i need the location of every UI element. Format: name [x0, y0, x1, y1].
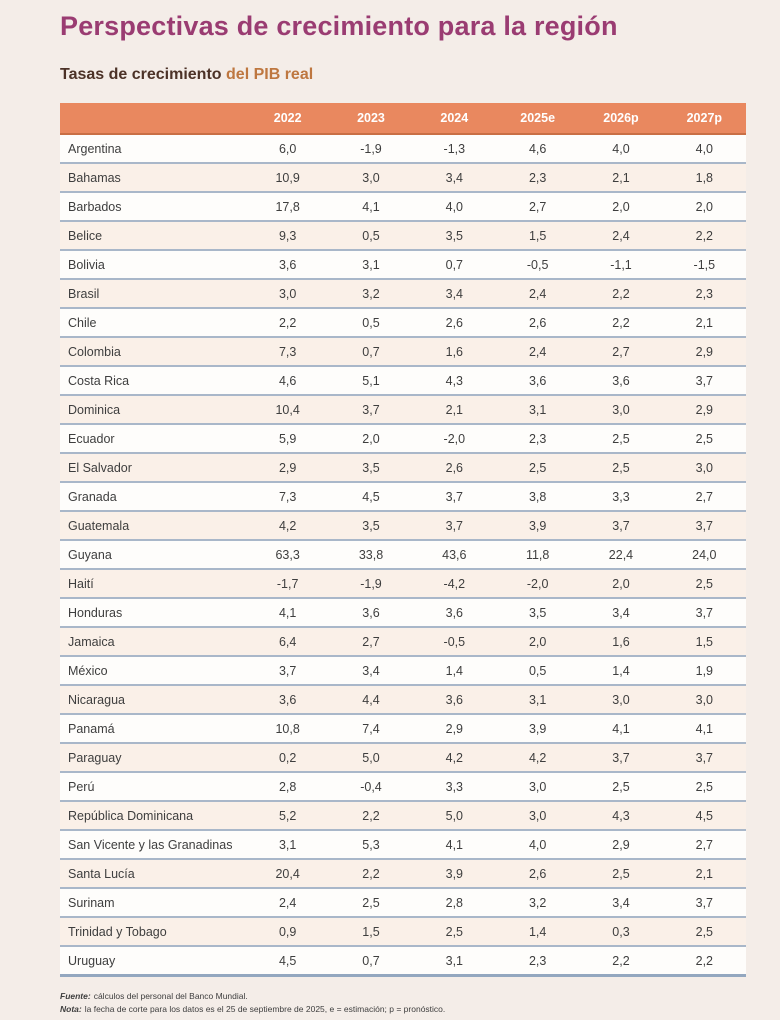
growth-value: 3,5 — [329, 453, 412, 482]
growth-value: 2,9 — [663, 337, 746, 366]
growth-value: 4,1 — [663, 714, 746, 743]
country-column-header — [60, 103, 246, 134]
growth-value: 3,0 — [496, 801, 579, 830]
growth-value: 2,6 — [496, 859, 579, 888]
table-row — [60, 743, 746, 772]
table-row — [60, 511, 746, 540]
growth-value: 11,8 — [496, 540, 579, 569]
growth-value: 2,5 — [579, 424, 662, 453]
growth-value: 3,0 — [579, 395, 662, 424]
country-name: Chile — [60, 308, 246, 337]
growth-value: 4,1 — [329, 192, 412, 221]
table-row — [60, 714, 746, 743]
table-row — [60, 192, 746, 221]
growth-value: 3,6 — [579, 366, 662, 395]
growth-value: -2,0 — [496, 569, 579, 598]
growth-value: 2,0 — [579, 192, 662, 221]
growth-value: 1,6 — [579, 627, 662, 656]
table-row — [60, 830, 746, 859]
growth-value: 2,2 — [246, 308, 329, 337]
table-title-main: Tasas de crecimiento — [60, 66, 222, 83]
growth-value: 3,9 — [413, 859, 496, 888]
country-name: Colombia — [60, 337, 246, 366]
growth-value: 2,2 — [579, 279, 662, 308]
country-name: Bahamas — [60, 163, 246, 192]
growth-value: 4,1 — [413, 830, 496, 859]
country-name: Granada — [60, 482, 246, 511]
growth-value: 3,0 — [246, 279, 329, 308]
growth-value: 2,9 — [413, 714, 496, 743]
growth-value: 3,7 — [413, 482, 496, 511]
growth-value: 2,1 — [663, 308, 746, 337]
growth-value: 3,2 — [329, 279, 412, 308]
country-name: Dominica — [60, 395, 246, 424]
growth-value: 5,1 — [329, 366, 412, 395]
growth-value: 3,8 — [496, 482, 579, 511]
growth-value: 63,3 — [246, 540, 329, 569]
country-name: Barbados — [60, 192, 246, 221]
table-row — [60, 627, 746, 656]
growth-value: 1,5 — [496, 221, 579, 250]
growth-value: 2,5 — [663, 917, 746, 946]
growth-value: 2,1 — [663, 859, 746, 888]
growth-value: -0,5 — [413, 627, 496, 656]
growth-value: 22,4 — [579, 540, 662, 569]
growth-value: 2,7 — [663, 482, 746, 511]
growth-value: 3,4 — [413, 163, 496, 192]
growth-value: 2,5 — [663, 424, 746, 453]
growth-value: 10,8 — [246, 714, 329, 743]
note-text: la fecha de corte para los datos es el 25 de septiembre de 2025, e = estimación; p = pronóstico. — [84, 1004, 446, 1014]
country-name: República Dominicana — [60, 801, 246, 830]
growth-value: 2,2 — [663, 221, 746, 250]
growth-value: 3,9 — [496, 714, 579, 743]
table-title-accent: del PIB real — [226, 66, 314, 83]
growth-value: 3,4 — [329, 656, 412, 685]
growth-value: 24,0 — [663, 540, 746, 569]
growth-value: 4,0 — [496, 830, 579, 859]
growth-value: 2,2 — [579, 946, 662, 976]
growth-value: 7,4 — [329, 714, 412, 743]
growth-value: 4,3 — [413, 366, 496, 395]
growth-value: 2,9 — [663, 395, 746, 424]
growth-value: 3,7 — [663, 511, 746, 540]
growth-value: 4,4 — [329, 685, 412, 714]
table-row — [60, 250, 746, 279]
table-row — [60, 279, 746, 308]
table-row — [60, 540, 746, 569]
growth-value: 2,7 — [496, 192, 579, 221]
growth-value: -1,7 — [246, 569, 329, 598]
growth-value: 3,4 — [579, 888, 662, 917]
growth-value: 0,7 — [413, 250, 496, 279]
growth-value: 0,5 — [329, 221, 412, 250]
table-row — [60, 221, 746, 250]
table-row — [60, 163, 746, 192]
growth-value: 3,0 — [496, 772, 579, 801]
growth-value: 4,1 — [579, 714, 662, 743]
growth-value: 3,6 — [496, 366, 579, 395]
country-name: Argentina — [60, 134, 246, 163]
country-name: Honduras — [60, 598, 246, 627]
growth-value: 4,6 — [246, 366, 329, 395]
growth-value: 2,9 — [579, 830, 662, 859]
table-header-row — [60, 103, 746, 134]
growth-value: 2,3 — [496, 424, 579, 453]
growth-value: 0,5 — [329, 308, 412, 337]
growth-value: 2,4 — [496, 337, 579, 366]
country-name: Surinam — [60, 888, 246, 917]
growth-value: 2,2 — [579, 308, 662, 337]
growth-value: 2,6 — [413, 453, 496, 482]
source-text: cálculos del personal del Banco Mundial. — [93, 991, 248, 1001]
country-name: Nicaragua — [60, 685, 246, 714]
growth-value: 3,1 — [329, 250, 412, 279]
growth-value: 2,4 — [246, 888, 329, 917]
growth-value: 4,0 — [663, 134, 746, 163]
growth-value: 2,7 — [663, 830, 746, 859]
growth-value: 3,2 — [496, 888, 579, 917]
growth-value: 2,0 — [579, 569, 662, 598]
country-name: Perú — [60, 772, 246, 801]
growth-value: 4,2 — [413, 743, 496, 772]
table-row — [60, 598, 746, 627]
table-body — [60, 134, 746, 976]
growth-value: 3,7 — [663, 888, 746, 917]
growth-value: 3,4 — [413, 279, 496, 308]
growth-value: 3,1 — [496, 685, 579, 714]
page-title: Perspectivas de crecimiento para la región — [60, 11, 618, 41]
growth-value: 3,7 — [663, 366, 746, 395]
year-column-header-2027p: 2027p — [663, 103, 746, 134]
growth-value: 2,9 — [246, 453, 329, 482]
growth-value: 1,4 — [579, 656, 662, 685]
country-name: México — [60, 656, 246, 685]
country-name: Jamaica — [60, 627, 246, 656]
growth-value: 3,7 — [329, 395, 412, 424]
growth-value: 2,0 — [329, 424, 412, 453]
growth-value: -0,5 — [496, 250, 579, 279]
year-column-header-2026p: 2026p — [579, 103, 662, 134]
growth-value: 4,0 — [579, 134, 662, 163]
table-row — [60, 772, 746, 801]
growth-value: 3,6 — [246, 685, 329, 714]
growth-value: 3,6 — [413, 685, 496, 714]
growth-value: 4,1 — [246, 598, 329, 627]
table-row — [60, 656, 746, 685]
growth-value: 2,0 — [663, 192, 746, 221]
growth-value: 3,7 — [663, 598, 746, 627]
growth-value: 3,6 — [329, 598, 412, 627]
growth-value: 3,9 — [496, 511, 579, 540]
table-footnotes — [60, 990, 746, 1015]
growth-value: 2,7 — [329, 627, 412, 656]
source-note — [60, 990, 746, 1002]
growth-value: 2,4 — [579, 221, 662, 250]
growth-value: -1,9 — [329, 569, 412, 598]
gdp-growth-table — [60, 103, 746, 977]
growth-value: 2,6 — [496, 308, 579, 337]
growth-value: 43,6 — [413, 540, 496, 569]
growth-value: 3,5 — [413, 221, 496, 250]
source-label: Fuente: — [60, 991, 91, 1001]
growth-value: 3,1 — [413, 946, 496, 976]
growth-value: 4,2 — [246, 511, 329, 540]
growth-value: 2,1 — [579, 163, 662, 192]
growth-value: 6,0 — [246, 134, 329, 163]
growth-value: 2,8 — [246, 772, 329, 801]
table-row — [60, 917, 746, 946]
growth-value: 1,8 — [663, 163, 746, 192]
growth-value: 2,5 — [579, 772, 662, 801]
growth-value: 5,0 — [413, 801, 496, 830]
growth-value: 3,6 — [246, 250, 329, 279]
growth-value: 2,5 — [579, 859, 662, 888]
growth-value: 2,5 — [663, 569, 746, 598]
growth-value: 0,5 — [496, 656, 579, 685]
growth-value: 3,5 — [329, 511, 412, 540]
growth-value: -2,0 — [413, 424, 496, 453]
country-name: Panamá — [60, 714, 246, 743]
growth-value: 1,9 — [663, 656, 746, 685]
year-column-header-2025e: 2025e — [496, 103, 579, 134]
country-name: Santa Lucía — [60, 859, 246, 888]
growth-value: -1,5 — [663, 250, 746, 279]
growth-value: 4,0 — [413, 192, 496, 221]
growth-value: 7,3 — [246, 337, 329, 366]
growth-value: 2,5 — [579, 453, 662, 482]
table-row — [60, 424, 746, 453]
growth-value: 33,8 — [329, 540, 412, 569]
growth-value: 1,5 — [663, 627, 746, 656]
growth-value: 4,2 — [496, 743, 579, 772]
table-row — [60, 337, 746, 366]
growth-value: 3,7 — [579, 743, 662, 772]
country-name: Belice — [60, 221, 246, 250]
table-row — [60, 946, 746, 976]
growth-value: 3,0 — [663, 685, 746, 714]
table-row — [60, 134, 746, 163]
growth-value: 3,1 — [496, 395, 579, 424]
growth-value: 4,5 — [663, 801, 746, 830]
growth-value: 5,9 — [246, 424, 329, 453]
growth-value: 3,3 — [413, 772, 496, 801]
growth-value: 4,5 — [329, 482, 412, 511]
growth-value: 0,2 — [246, 743, 329, 772]
growth-value: 2,3 — [496, 946, 579, 976]
growth-value: 9,3 — [246, 221, 329, 250]
table-title — [60, 65, 746, 84]
growth-value: 0,7 — [329, 337, 412, 366]
growth-value: 3,6 — [413, 598, 496, 627]
growth-value: 2,2 — [329, 801, 412, 830]
growth-value: -1,3 — [413, 134, 496, 163]
growth-value: 3,7 — [246, 656, 329, 685]
growth-value: 6,4 — [246, 627, 329, 656]
growth-value: 2,5 — [496, 453, 579, 482]
table-row — [60, 685, 746, 714]
growth-value: 3,5 — [496, 598, 579, 627]
table-row — [60, 395, 746, 424]
growth-value: 2,2 — [329, 859, 412, 888]
table-row — [60, 366, 746, 395]
growth-value: 2,5 — [663, 772, 746, 801]
growth-value: 10,4 — [246, 395, 329, 424]
year-column-header-2024: 2024 — [413, 103, 496, 134]
growth-value: 2,3 — [496, 163, 579, 192]
growth-value: 3,4 — [579, 598, 662, 627]
growth-value: 3,0 — [663, 453, 746, 482]
country-name: Guatemala — [60, 511, 246, 540]
year-column-header-2023: 2023 — [329, 103, 412, 134]
growth-value: -1,1 — [579, 250, 662, 279]
country-name: Brasil — [60, 279, 246, 308]
country-name: Haití — [60, 569, 246, 598]
country-name: San Vicente y las Granadinas — [60, 830, 246, 859]
table-row — [60, 308, 746, 337]
table-row — [60, 453, 746, 482]
data-note — [60, 1003, 746, 1015]
growth-value: 2,7 — [579, 337, 662, 366]
growth-value: -4,2 — [413, 569, 496, 598]
growth-value: 1,4 — [496, 917, 579, 946]
growth-value: 3,7 — [413, 511, 496, 540]
growth-value: 5,0 — [329, 743, 412, 772]
growth-value: 2,3 — [663, 279, 746, 308]
growth-value: 0,7 — [329, 946, 412, 976]
growth-value: 1,4 — [413, 656, 496, 685]
growth-value: 4,3 — [579, 801, 662, 830]
growth-value: 3,7 — [663, 743, 746, 772]
growth-value: -0,4 — [329, 772, 412, 801]
country-name: Guyana — [60, 540, 246, 569]
country-name: Bolivia — [60, 250, 246, 279]
country-name: El Salvador — [60, 453, 246, 482]
year-column-header-2022: 2022 — [246, 103, 329, 134]
note-label: Nota: — [60, 1004, 82, 1014]
growth-value: 2,1 — [413, 395, 496, 424]
growth-value: 1,6 — [413, 337, 496, 366]
growth-value: 3,7 — [579, 511, 662, 540]
growth-value: 2,0 — [496, 627, 579, 656]
country-name: Trinidad y Tobago — [60, 917, 246, 946]
table-row — [60, 888, 746, 917]
country-name: Uruguay — [60, 946, 246, 976]
growth-value: 4,5 — [246, 946, 329, 976]
growth-value: 2,5 — [329, 888, 412, 917]
growth-value: 17,8 — [246, 192, 329, 221]
table-row — [60, 859, 746, 888]
growth-value: 1,5 — [329, 917, 412, 946]
country-name: Paraguay — [60, 743, 246, 772]
growth-value: 5,3 — [329, 830, 412, 859]
growth-value: 20,4 — [246, 859, 329, 888]
growth-value: 0,9 — [246, 917, 329, 946]
growth-value: 3,0 — [579, 685, 662, 714]
growth-value: 2,4 — [496, 279, 579, 308]
growth-value: 3,3 — [579, 482, 662, 511]
growth-value: 10,9 — [246, 163, 329, 192]
growth-value: 3,1 — [246, 830, 329, 859]
growth-value: 4,6 — [496, 134, 579, 163]
growth-value: 0,3 — [579, 917, 662, 946]
table-row — [60, 801, 746, 830]
growth-value: 2,6 — [413, 308, 496, 337]
country-name: Ecuador — [60, 424, 246, 453]
growth-value: 2,8 — [413, 888, 496, 917]
country-name: Costa Rica — [60, 366, 246, 395]
growth-value: 5,2 — [246, 801, 329, 830]
growth-value: 2,2 — [663, 946, 746, 976]
growth-value: 2,5 — [413, 917, 496, 946]
growth-value: 7,3 — [246, 482, 329, 511]
table-row — [60, 569, 746, 598]
growth-value: -1,9 — [329, 134, 412, 163]
growth-value: 3,0 — [329, 163, 412, 192]
table-row — [60, 482, 746, 511]
